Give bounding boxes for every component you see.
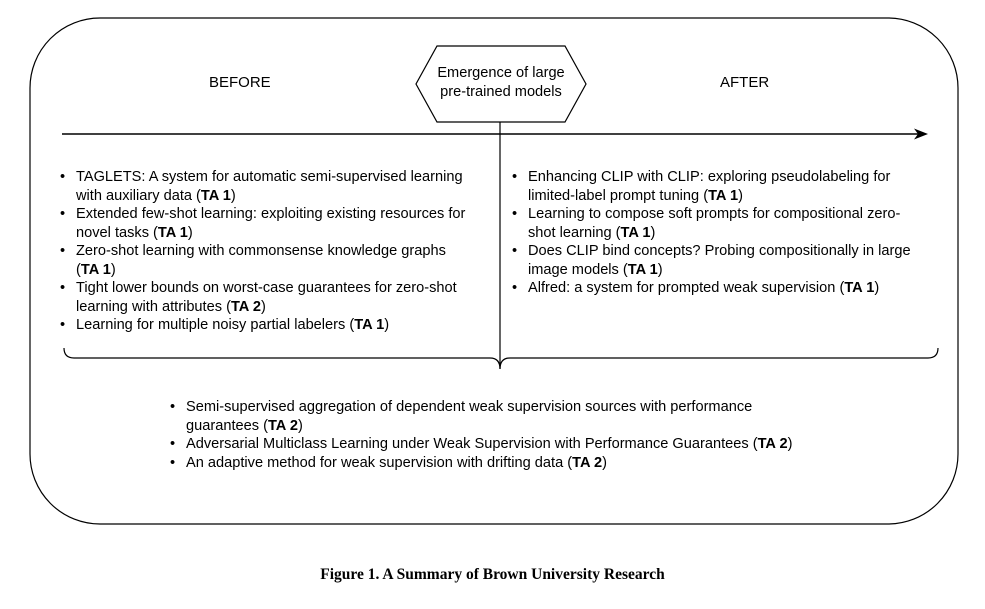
item-line: ( <box>76 261 81 278</box>
item-line: image models ( <box>528 261 628 278</box>
item-line: guarantees ( <box>186 417 268 434</box>
shared-publications-list <box>168 398 888 472</box>
ta-tag: TA 1 <box>157 224 188 241</box>
hexagon-label-line: Emergence of large <box>437 65 565 81</box>
ta-tag: TA 2 <box>572 454 603 471</box>
item-line: Learning to compose soft prompts for compositional zero- <box>528 206 901 222</box>
list-item <box>58 279 498 316</box>
item-line: with auxiliary data ( <box>76 187 201 204</box>
hexagon-label <box>416 64 586 102</box>
before-publications-list <box>58 168 498 335</box>
ta-tag: TA 2 <box>230 298 261 315</box>
curly-brace <box>64 348 938 369</box>
list-item <box>168 435 888 454</box>
list-item <box>510 279 950 298</box>
item-line: An adaptive method for weak supervision with drifting data ( <box>186 454 573 471</box>
list-item <box>510 168 950 205</box>
closing-paren: ) <box>110 261 116 278</box>
item-line: novel tasks ( <box>76 224 158 241</box>
ta-tag: TA 2 <box>267 417 298 434</box>
item-line: Adversarial Multiclass Learning under Weak Supervision with Performance Guarantees ( <box>186 436 758 452</box>
closing-paren: ) <box>297 417 303 434</box>
hexagon-label-line: pre-trained models <box>440 84 562 100</box>
ta-tag: TA 1 <box>620 224 651 241</box>
list-item <box>58 316 498 335</box>
before-label: BEFORE <box>209 74 271 91</box>
item-line: Tight lower bounds on worst-case guarantees for zero-shot <box>76 280 457 296</box>
closing-paren: ) <box>650 224 656 241</box>
closing-paren: ) <box>657 261 663 278</box>
ta-tag: TA 1 <box>354 317 385 333</box>
item-line: Enhancing CLIP with CLIP: exploring pseudolabeling for <box>528 169 891 185</box>
closing-paren: ) <box>260 298 266 315</box>
figure-caption: Figure 1. A Summary of Brown University Research <box>320 566 665 583</box>
item-line: Does CLIP bind concepts? Probing compositionally in large <box>528 243 911 259</box>
after-label: AFTER <box>720 74 770 91</box>
closing-paren: ) <box>874 280 880 296</box>
ta-tag: TA 2 <box>757 436 788 452</box>
ta-tag: TA 1 <box>200 187 231 204</box>
list-item <box>58 205 498 242</box>
ta-tag: TA 1 <box>844 280 875 296</box>
item-line: TAGLETS: A system for automatic semi-supervised learning <box>76 169 463 185</box>
item-line: learning with attributes ( <box>76 298 231 315</box>
list-item <box>168 398 888 435</box>
closing-paren: ) <box>384 317 390 333</box>
closing-paren: ) <box>230 187 236 204</box>
item-line: Extended few-shot learning: exploiting existing resources for <box>76 206 466 222</box>
closing-paren: ) <box>187 224 193 241</box>
item-line: Learning for multiple noisy partial labelers ( <box>76 317 355 333</box>
ta-tag: TA 1 <box>708 187 739 204</box>
after-publications-list <box>510 168 950 298</box>
list-item <box>510 242 950 279</box>
item-line: limited-label prompt tuning ( <box>528 187 709 204</box>
item-line: shot learning ( <box>528 224 621 241</box>
list-item <box>58 242 498 279</box>
item-line: Alfred: a system for prompted weak supervision ( <box>528 280 845 296</box>
closing-paren: ) <box>787 436 793 452</box>
closing-paren: ) <box>602 454 608 471</box>
closing-paren: ) <box>738 187 743 204</box>
list-item <box>168 454 888 473</box>
item-line: Zero-shot learning with commonsense knowledge graphs <box>76 243 446 259</box>
list-item <box>510 205 950 242</box>
ta-tag: TA 1 <box>627 261 658 278</box>
ta-tag: TA 1 <box>80 261 111 278</box>
list-item <box>58 168 498 205</box>
item-line: Semi-supervised aggregation of dependent weak supervision sources with performance <box>186 399 753 415</box>
